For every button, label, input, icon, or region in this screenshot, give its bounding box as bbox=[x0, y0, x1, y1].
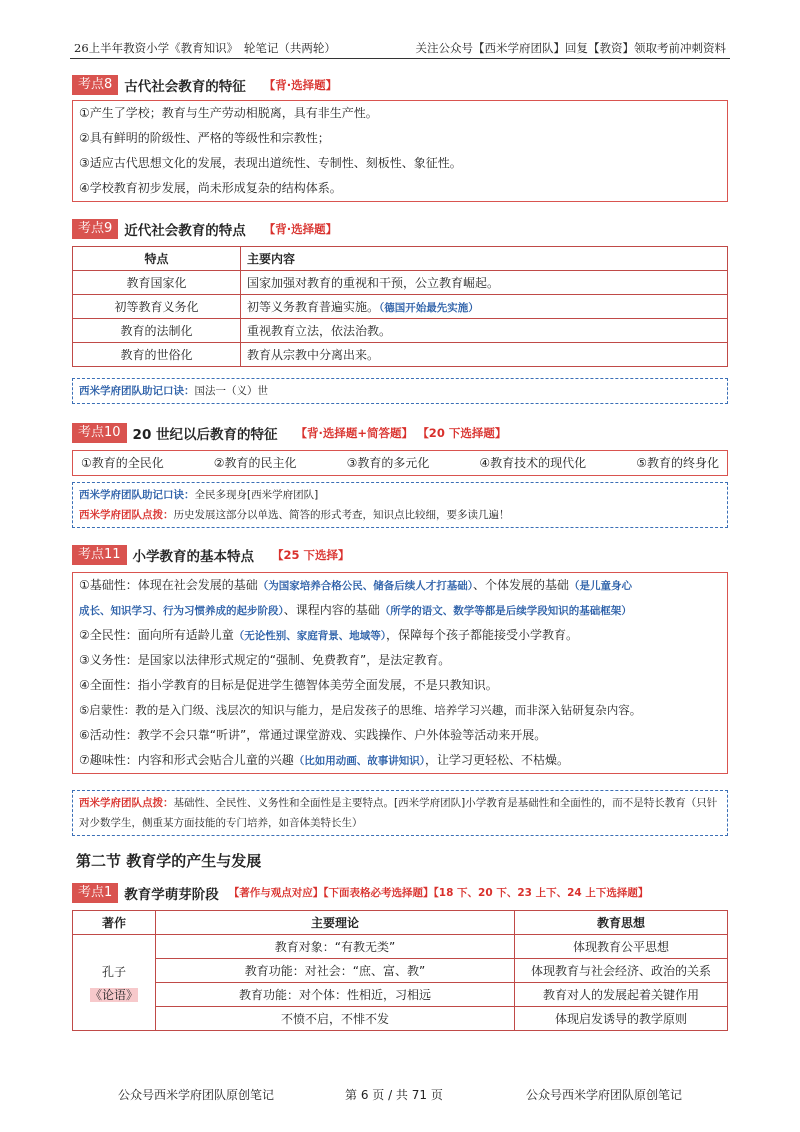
section-k11-heading bbox=[72, 544, 350, 566]
list-item bbox=[73, 623, 727, 648]
table-cell: 教育功能：对社会：“庶、富、教” bbox=[156, 959, 515, 983]
list-item: ①教育的全民化 bbox=[81, 456, 164, 470]
tag: 【背·选择题】 bbox=[263, 221, 338, 236]
section-k9-heading bbox=[72, 218, 337, 240]
tag: 【20 下选择题】 bbox=[423, 425, 507, 440]
item-note: （比如用动画、故事讲知识） bbox=[293, 755, 426, 767]
k11-box bbox=[72, 572, 728, 774]
list-item: ①产生了学校；教育与生产劳动相脱离，具有非生产性。 bbox=[79, 106, 378, 120]
table-cell bbox=[73, 935, 156, 1031]
list-item: ⑤教育的终身化 bbox=[636, 456, 719, 470]
list-item bbox=[73, 573, 727, 598]
item-note: （是儿童身心 bbox=[569, 580, 633, 592]
footer-right: 公众号西米学府团队原创笔记 bbox=[526, 1088, 683, 1102]
tag: 【背·选择题+简答题】 bbox=[295, 425, 414, 440]
section-heading: 第二节 教育学的产生与发展 bbox=[76, 852, 262, 870]
table-cell: 教育功能：对个体：性相近，习相远 bbox=[156, 983, 515, 1007]
kB1-table bbox=[72, 910, 728, 1031]
section-k8-heading bbox=[72, 74, 337, 96]
badge: 考点1 bbox=[72, 883, 118, 903]
mnemonic-text: 全民多现身[西米学府团队] bbox=[194, 489, 319, 501]
section-title: 小学教育的基本特点 bbox=[132, 548, 255, 565]
list-item: ⑤启蒙性：教的是入门级、浅层次的知识与能力，是启发孩子的思维、培养学习兴趣，而非深入钻研复杂内容。 bbox=[79, 703, 642, 717]
mnemonic-label: 西米学府团队助记口诀： bbox=[79, 489, 195, 501]
list-item: ④学校教育初步发展，尚未形成复杂的结构体系。 bbox=[79, 181, 342, 195]
list-item: ④教育技术的现代化 bbox=[479, 456, 587, 470]
list-item bbox=[73, 598, 727, 623]
cell-text: 初等义务教育普遍实施。 bbox=[247, 300, 380, 314]
table-row bbox=[73, 319, 728, 343]
k10-box bbox=[72, 450, 728, 476]
list-item: ②教育的民主化 bbox=[213, 456, 297, 470]
item-text: ，让学习更轻松、不枯燥。 bbox=[425, 753, 570, 767]
badge: 考点8 bbox=[72, 75, 118, 95]
table-cell bbox=[241, 295, 728, 319]
table-cell: 初等教育义务化 bbox=[73, 295, 241, 319]
table-cell: 教育对象：“有教无类” bbox=[156, 935, 515, 959]
table-row bbox=[73, 959, 728, 983]
k9-mnemonic bbox=[72, 378, 728, 404]
page-header bbox=[70, 38, 730, 59]
tag: 【背·选择题】 bbox=[263, 77, 338, 92]
item-note: 成长、知识学习、行为习惯养成的起步阶段） bbox=[79, 605, 284, 617]
table-cell: 不愤不启，不悱不发 bbox=[156, 1007, 515, 1031]
list-item: ④全面性：指小学教育的目标是促进学生德智体美劳全面发展，不是只教知识。 bbox=[79, 678, 498, 692]
section-title: 近代社会教育的特点 bbox=[124, 222, 246, 239]
tip-text: 基础性、全民性、义务性和全面性是主要特点。[西米学府团队]小学教育是基础性和全面性的，而不是特长教育（只针对少数学生，侧重某方面技能的专门培养，如音体美特长生） bbox=[79, 797, 718, 829]
section-k10-heading bbox=[72, 422, 506, 444]
table-row bbox=[73, 343, 728, 367]
table-cell: 体现教育公平思想 bbox=[515, 935, 728, 959]
item-text: 、课程内容的基础 bbox=[283, 603, 380, 617]
k8-box bbox=[72, 100, 728, 202]
table-header: 著作 bbox=[73, 911, 156, 935]
k10-mnemonic bbox=[72, 482, 728, 528]
table-cell: 重视教育立法，依法治教。 bbox=[241, 319, 728, 343]
tag: 【著作与观点对应】【下面表格必考选择题】【18 下、20 下、23 上下、24 上下选择题】 bbox=[228, 887, 649, 899]
table-cell: 国家加强对教育的重视和干预，公立教育崛起。 bbox=[241, 271, 728, 295]
list-item bbox=[73, 748, 727, 773]
item-text: ②全民性：面向所有适龄儿童 bbox=[79, 628, 234, 642]
list-item: ②具有鲜明的阶级性、严格的等级性和宗教性； bbox=[79, 131, 330, 145]
page-number: 第 6 页 / 共 71 页 bbox=[345, 1088, 443, 1102]
footer-left: 公众号西米学府团队原创笔记 bbox=[118, 1088, 275, 1102]
table-header: 主要理论 bbox=[156, 911, 515, 935]
item-note: （无论性别、家庭背景、地域等） bbox=[233, 630, 387, 642]
item-text: ①基础性：体现在社会发展的基础 bbox=[79, 578, 258, 592]
table-header: 特点 bbox=[73, 247, 241, 271]
section-title: 20 世纪以后教育的特征 bbox=[132, 426, 278, 443]
table-header: 教育思想 bbox=[515, 911, 728, 935]
list-item: ③义务性：是国家以法律形式规定的“强制、免费教育”，是法定教育。 bbox=[79, 653, 451, 667]
k9-table bbox=[72, 246, 728, 367]
table-row bbox=[73, 1007, 728, 1031]
table-row bbox=[73, 295, 728, 319]
table-header: 主要内容 bbox=[241, 247, 728, 271]
list-item: ⑥活动性：教学不会只靠“听讲”，常通过课堂游戏、实践操作、户外体验等活动来开展。 bbox=[79, 728, 547, 742]
table-row bbox=[73, 983, 728, 1007]
table-cell: 教育国家化 bbox=[73, 271, 241, 295]
badge: 考点10 bbox=[72, 423, 127, 443]
book-title: 《论语》 bbox=[89, 987, 138, 1002]
item-text: 、个体发展的基础 bbox=[473, 578, 570, 592]
tip-label: 西米学府团队点拨： bbox=[79, 797, 174, 809]
table-row bbox=[73, 271, 728, 295]
section-title: 教育学萌芽阶段 bbox=[124, 886, 219, 903]
section-kB1-heading bbox=[72, 882, 648, 904]
table-cell: 教育的法制化 bbox=[73, 319, 241, 343]
header-right: 关注公众号【西米学府团队】回复【教资】领取考前冲刺资料 bbox=[415, 41, 726, 55]
list-item: ③教育的多元化 bbox=[346, 456, 430, 470]
k11-tip bbox=[72, 790, 728, 836]
section-title: 古代社会教育的特征 bbox=[124, 78, 246, 95]
table-cell: 教育的世俗化 bbox=[73, 343, 241, 367]
author: 孔子 bbox=[101, 964, 126, 979]
list-item: ③适应古代思想文化的发展，表现出道统性、专制性、刻板性、象征性。 bbox=[79, 156, 462, 170]
table-cell: 体现教育与社会经济、政治的关系 bbox=[515, 959, 728, 983]
tip-label: 西米学府团队点拨： bbox=[79, 509, 174, 521]
table-cell: 体现启发诱导的教学原则 bbox=[515, 1007, 728, 1031]
tag: 【25 下选择】 bbox=[272, 547, 350, 562]
header-left: 26上半年教资小学《教育知识》 轮笔记（共两轮） bbox=[74, 41, 336, 55]
item-text: ⑦趣味性：内容和形式会贴合儿童的兴趣 bbox=[79, 753, 294, 767]
badge: 考点9 bbox=[72, 219, 118, 239]
table-cell: 教育从宗教中分离出来。 bbox=[241, 343, 728, 367]
item-note: （为国家培养合格公民、储备后续人才打基础） bbox=[257, 580, 474, 592]
badge: 考点11 bbox=[72, 545, 127, 565]
item-note: （所学的语文、数学等都是后续学段知识的基础框架） bbox=[379, 605, 632, 617]
mnemonic-text: 国法一（义）世 bbox=[194, 385, 268, 397]
table-cell: 教育对人的发展起着关键作用 bbox=[515, 983, 728, 1007]
tip-text: 历史发展这部分以单选、简答的形式考查，知识点比较细，要多读几遍！ bbox=[173, 509, 510, 521]
cell-note: （德国开始最先实施） bbox=[379, 302, 479, 314]
mnemonic-label: 西米学府团队助记口诀： bbox=[79, 385, 195, 397]
table-row bbox=[73, 935, 728, 959]
item-text: ，保障每个孩子都能接受小学教育。 bbox=[386, 628, 579, 642]
